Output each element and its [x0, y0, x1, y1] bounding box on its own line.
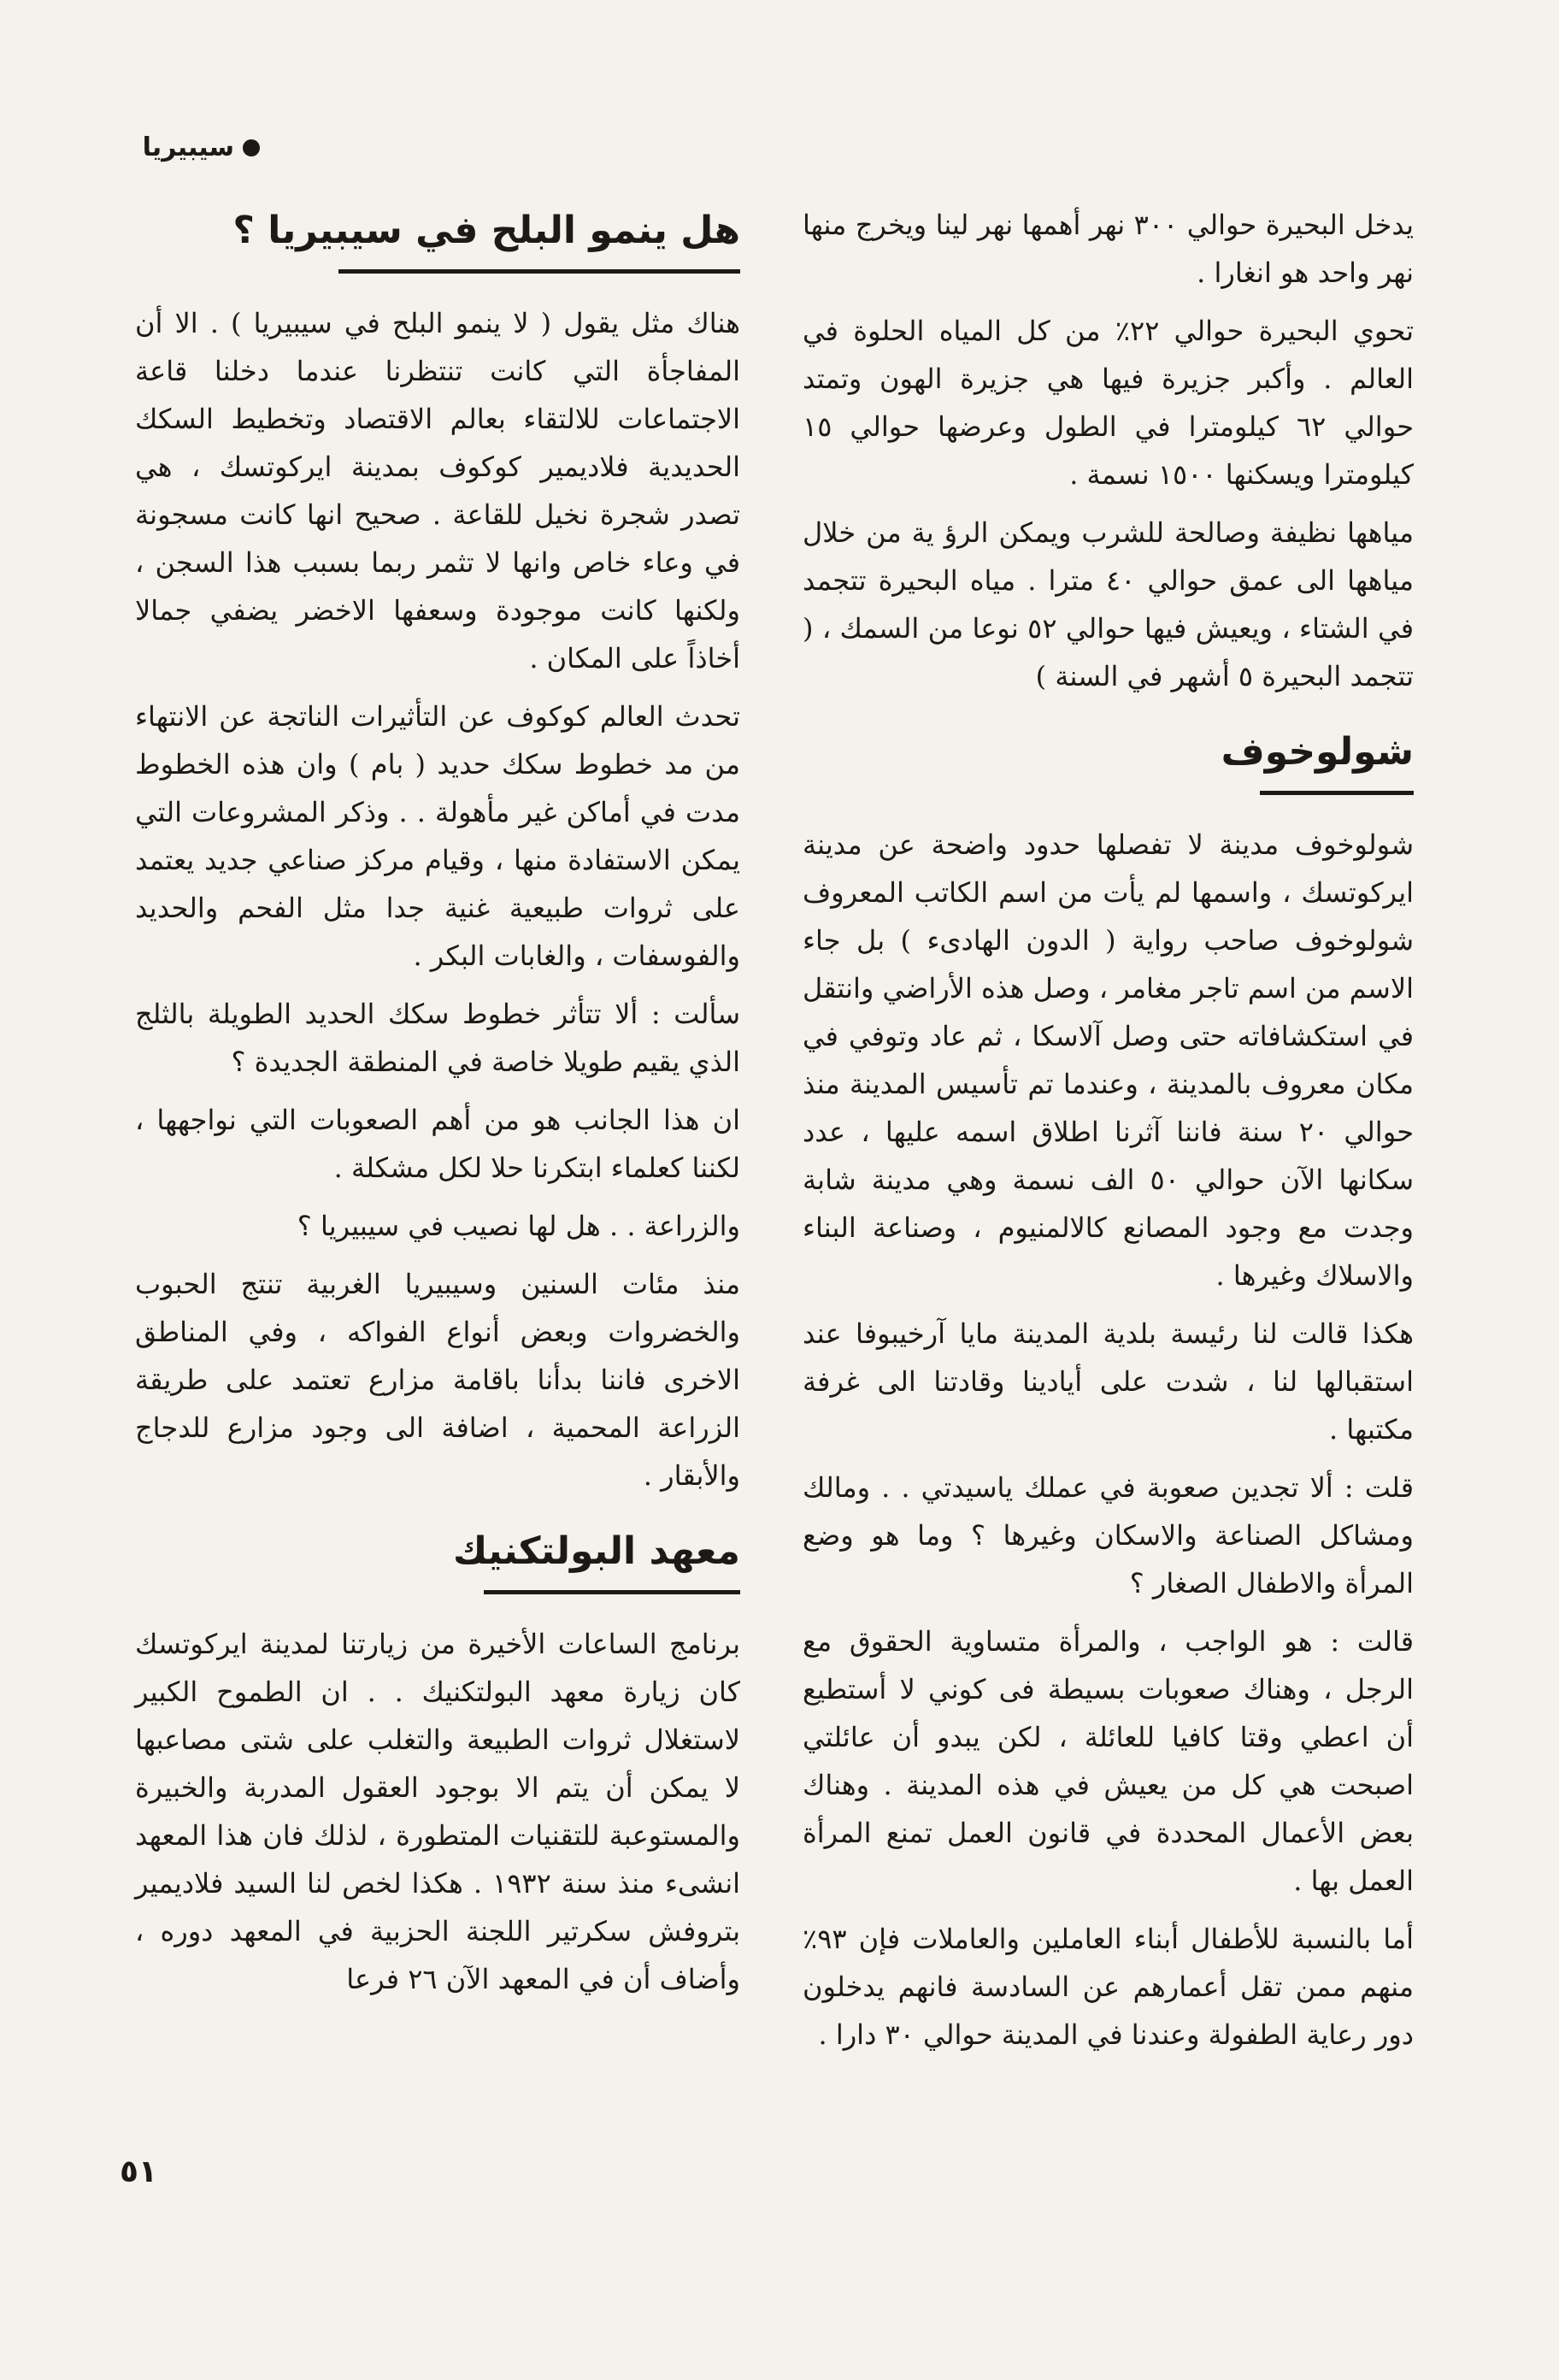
page-number: ٥١	[120, 2154, 157, 2189]
section-heading-polytechnic: معهد البولتكنيك	[453, 1529, 740, 1573]
heading-rule	[338, 269, 740, 274]
paragraph: شولوخوف مدينة لا تفصلها حدود واضحة عن مدينة ايركوتسك ، واسمها لم يأت من اسم الكاتب المعروف شولوخوف صاحب رواية ( الدون الهادىء ) بل جاء الاسم من اسم تاجر مغامر ، وصل هذه الأراضي وانتقل في استكشافاته حتى وصل آلاسكا ، ثم عاد وتوفي في مكان معروف بالمدينة ، وعندما تم تأسيس المدينة منذ حوالي ٢٠ سنة فاننا آثرنا اطلاق اسمه عليها ، عدد سكانها الآن حوالي ٥٠ الف نسمة وهي مدينة شابة وجدت مع وجود المصانع كالالمنيوم ، وصناعة البناء والاسلاك وغيرها .	[803, 828, 1415, 1292]
right-column	[803, 201, 1414, 2069]
heading-rule	[484, 1590, 740, 1594]
paragraph: ان هذا الجانب هو من أهم الصعوبات التي نواجهها ، لكننا كعلماء ابتكرنا حلا لكل مشكلة .	[135, 1104, 741, 1184]
paragraph: سألت : ألا تتأثر خطوط سكك الحديد الطويلة بالثلج الذي يقيم طويلا خاصة في المنطقة الجديدة ؟	[135, 998, 740, 1078]
paragraph: قلت : ألا تجدين صعوبة في عملك ياسيدتي . . ومالك ومشاكل الصناعة والاسكان وغيرها ؟ وما هو وضع المرأة والاطفال الصغار ؟	[803, 1471, 1415, 1599]
section-title: سيبيريا	[142, 133, 234, 162]
heading-rule	[1260, 791, 1414, 795]
section-heading-sholokhov: شولوخوف	[1221, 730, 1414, 774]
paragraph: قالت : هو الواجب ، والمرأة متساوية الحقوق مع الرجل ، وهناك صعوبات بسيطة فى كوني لا أستطيع أن اعطي وقتا كافيا للعائلة ، لكن يبدو أن عائلتي اصبحت هي كل من يعيش في هذه المدينة . وهناك بعض الأعمال المحددة في قانون العمل تمنع المرأة العمل بها .	[803, 1625, 1415, 1897]
paragraph: يدخل البحيرة حوالي ٣٠٠ نهر أهمها نهر لينا ويخرج منها نهر واحد هو انغارا .	[803, 209, 1415, 289]
running-header	[143, 133, 260, 162]
paragraph: منذ مئات السنين وسيبيريا الغربية تنتج الحبوب والخضروات وبعض أنواع الفواكه ، وفي المناطق الاخرى فاننا بدأنا باقامة مزارع تعتمد على طريقة الزراعة المحمية ، اضافة الى وجود مزارع للدجاج والأبقار .	[135, 1268, 740, 1492]
section-heading-dates: هل ينمو البلح في سيبيريا ؟	[232, 209, 740, 252]
paragraph: مياهها نظيفة وصالحة للشرب ويمكن الرؤ ية من خلال مياهها الى عمق حوالي ٤٠ مترا . مياه البحيرة تتجمد في الشتاء ، ويعيش فيها حوالي ٥٢ نوعا من السمك ، ( تتجمد البحيرة ٥ أشهر في السنة )	[803, 516, 1415, 692]
paragraph: تحدث العالم كوكوف عن التأثيرات الناتجة عن الانتهاء من مد خطوط سكك حديد ( بام ) وان هذه الخطوط مدت في أماكن غير مأهولة . . وذكر المشروعات التي يمكن الاستفادة منها ، وقيام مركز صناعي جديد يعتمد على ثروات طبيعية غنية جدا مثل الفحم والحديد والفوسفات ، والغابات البكر .	[135, 700, 741, 972]
paragraph: تحوي البحيرة حوالي ٢٢٪ من كل المياه الحلوة في العالم . وأكبر جزيرة فيها هي جزيرة الهون وتمتد حوالي ٦٢ كيلومترا في الطول وعرضها حوالي ١٥ كيلومترا ويسكنها ١٥٠٠ نسمة .	[803, 315, 1415, 491]
paragraph: برنامج الساعات الأخيرة من زيارتنا لمدينة ايركوتسك كان زيارة معهد البولتكنيك . . ان الطموح الكبير لاستغلال ثروات الطبيعة والتغلب على شتى مصاعبها لا يمكن أن يتم الا بوجود العقول المدربة والخبيرة والمستوعبة للتقنيات المتطورة ، لذلك فان هذا المعهد انشىء منذ سنة ١٩٣٢ . هكذا لخص لنا السيد فلاديمير بتروفش سكرتير اللجنة الحزبية في المعهد دوره ، وأضاف أن في المعهد الآن ٢٦ فرعا	[135, 1628, 741, 1995]
paragraph: والزراعة . . هل لها نصيب في سيبيريا ؟	[297, 1210, 740, 1242]
bullet-icon	[243, 139, 260, 156]
paragraph: هكذا قالت لنا رئيسة بلدية المدينة مايا آرخيبوفا عند استقبالها لنا ، شدت على أيادينا وقادتنا الى غرفة مكتبها .	[803, 1317, 1414, 1446]
paragraph: هناك مثل يقول ( لا ينمو البلح في سيبيريا ) . الا أن المفاجأة التي كانت تنتظرنا عندما دخلنا قاعة الاجتماعات للالتقاء بعالم الاقتصاد وتخطيط السكك الحديدية فلاديمير كوكوف بمدينة ايركوتسك ، هي تصدر شجرة نخيل للقاعة . صحيح انها كانت مسجونة في وعاء خاص وانها لا تثمر ربما بسبب هذا السجن ، ولكنها كانت موجودة وسعفها الاخضر يضفي جمالا أخاذاً على المكان .	[135, 307, 740, 675]
left-column	[135, 201, 740, 2013]
paragraph: أما بالنسبة للأطفال أبناء العاملين والعاملات فإن ٩٣٪ منهم ممن تقل أعمارهم عن السادسة فانهم يدخلون دور رعاية الطفولة وعندنا في المدينة حوالي ٣٠ دارا .	[803, 1923, 1414, 2051]
